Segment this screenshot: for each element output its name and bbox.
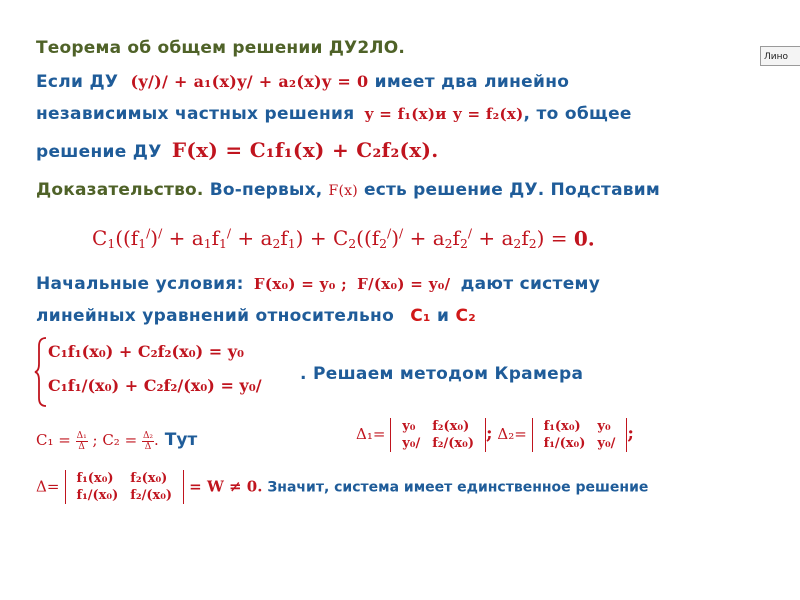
general-period: . (431, 138, 439, 162)
delta2-lhs: Δ₂= (497, 425, 527, 443)
delta-lhs: Δ= (36, 477, 60, 496)
substitution-equation: $C_1((f_1^/)^/ + a_1f_1^/ + a_2f_1) + C_2((f_2^/)^/ + a_2f_2^/ + a_2f_2) = 0$. (92, 226, 595, 252)
linear-system (34, 336, 304, 408)
solution-1: y = f₁(x) (364, 105, 436, 123)
initial-cond-1: F(x₀) = y₀ ; (253, 275, 347, 293)
system-eq-1: C₁f₁(x₀) + C₂f₂(x₀) = y₀ (48, 342, 245, 361)
initial-text-a: дают систему (460, 274, 601, 294)
c1-lhs: C₁ = (36, 431, 71, 449)
cramer-dot: . (154, 431, 159, 449)
solution-de-text: решение ДУ (36, 142, 162, 162)
here-text: Тут (158, 430, 198, 450)
proof-fx: F(x) (328, 183, 358, 199)
initial-cond-2: F/(x₀) = y₀/ (357, 275, 451, 293)
c1-fraction: $\frac{\text{Δ₁}}{\Delta}$ (76, 430, 87, 452)
c2-lhs: ; C₂ = (92, 431, 138, 449)
c1-symbol: C₁ (410, 306, 431, 326)
proof-text-a: Во-первых, (203, 180, 323, 200)
cramer-method-text: . Решаем методом Крамера (300, 364, 584, 384)
delta-line (36, 470, 648, 504)
semicolon-2: ; (627, 423, 635, 444)
general-solution: F(x) = C₁f₁(x) + C₂f₂(x) (171, 138, 432, 162)
theorem-line-1 (36, 72, 569, 92)
and-word-2: и (430, 306, 456, 326)
initial-line2-text: линейных уравнений относительно (36, 306, 395, 326)
then-text: , то общее (523, 104, 632, 124)
de-equation: (y/)/ + a₁(x)y/ + a₂(x)y = 0 (130, 72, 369, 91)
c2-symbol: C₂ (455, 306, 476, 326)
initial-label: Начальные условия: (36, 274, 244, 294)
left-brace-icon (34, 336, 48, 408)
system-eq-2: C₁f₁/(x₀) + C₂f₂/(x₀) = y₀/ (48, 376, 262, 395)
delta-determinant: f₁(x₀) f₂(x₀) f₁/(x₀) f₂/(x₀) (65, 470, 185, 504)
if-de-text: Если ДУ (36, 72, 119, 92)
theorem-line-3 (36, 138, 439, 162)
delta2-determinant: f₁(x₀) y₀ f₁/(x₀) y₀/ (532, 418, 628, 452)
theorem-line-2 (36, 104, 632, 124)
c2-fraction: $\frac{\text{Δ₂}}{\Delta}$ (142, 430, 154, 452)
conclusion-text: Значит, система имеет единственное решение (262, 479, 649, 496)
substitution-result: 0. (573, 226, 595, 251)
cramer-formulas (36, 430, 197, 452)
theorem-title: Теорема об общем решении ДУ2ЛО. (36, 38, 406, 58)
delta1-lhs: Δ₁= (356, 425, 386, 443)
proof-label: Доказательство. (36, 180, 204, 200)
wronskian-nonzero: = W ≠ 0. (189, 477, 263, 496)
has-two-text: имеет два линейно (374, 72, 570, 92)
proof-line (36, 180, 660, 200)
solution-2: y = f₂(x) (452, 105, 524, 123)
proof-text-b: есть решение ДУ. Подставим (364, 180, 660, 200)
independent-text: независимых частных решения (36, 104, 355, 124)
side-tab[interactable]: Лино (760, 46, 800, 66)
semicolon-1: ; (485, 423, 493, 444)
and-word: и (435, 105, 447, 123)
delta1-determinant: y₀ f₂(x₀) y₀/ f₂/(x₀) (390, 418, 486, 452)
initial-line-2 (36, 306, 476, 326)
initial-line-1 (36, 274, 600, 294)
delta-1-2 (356, 418, 634, 452)
